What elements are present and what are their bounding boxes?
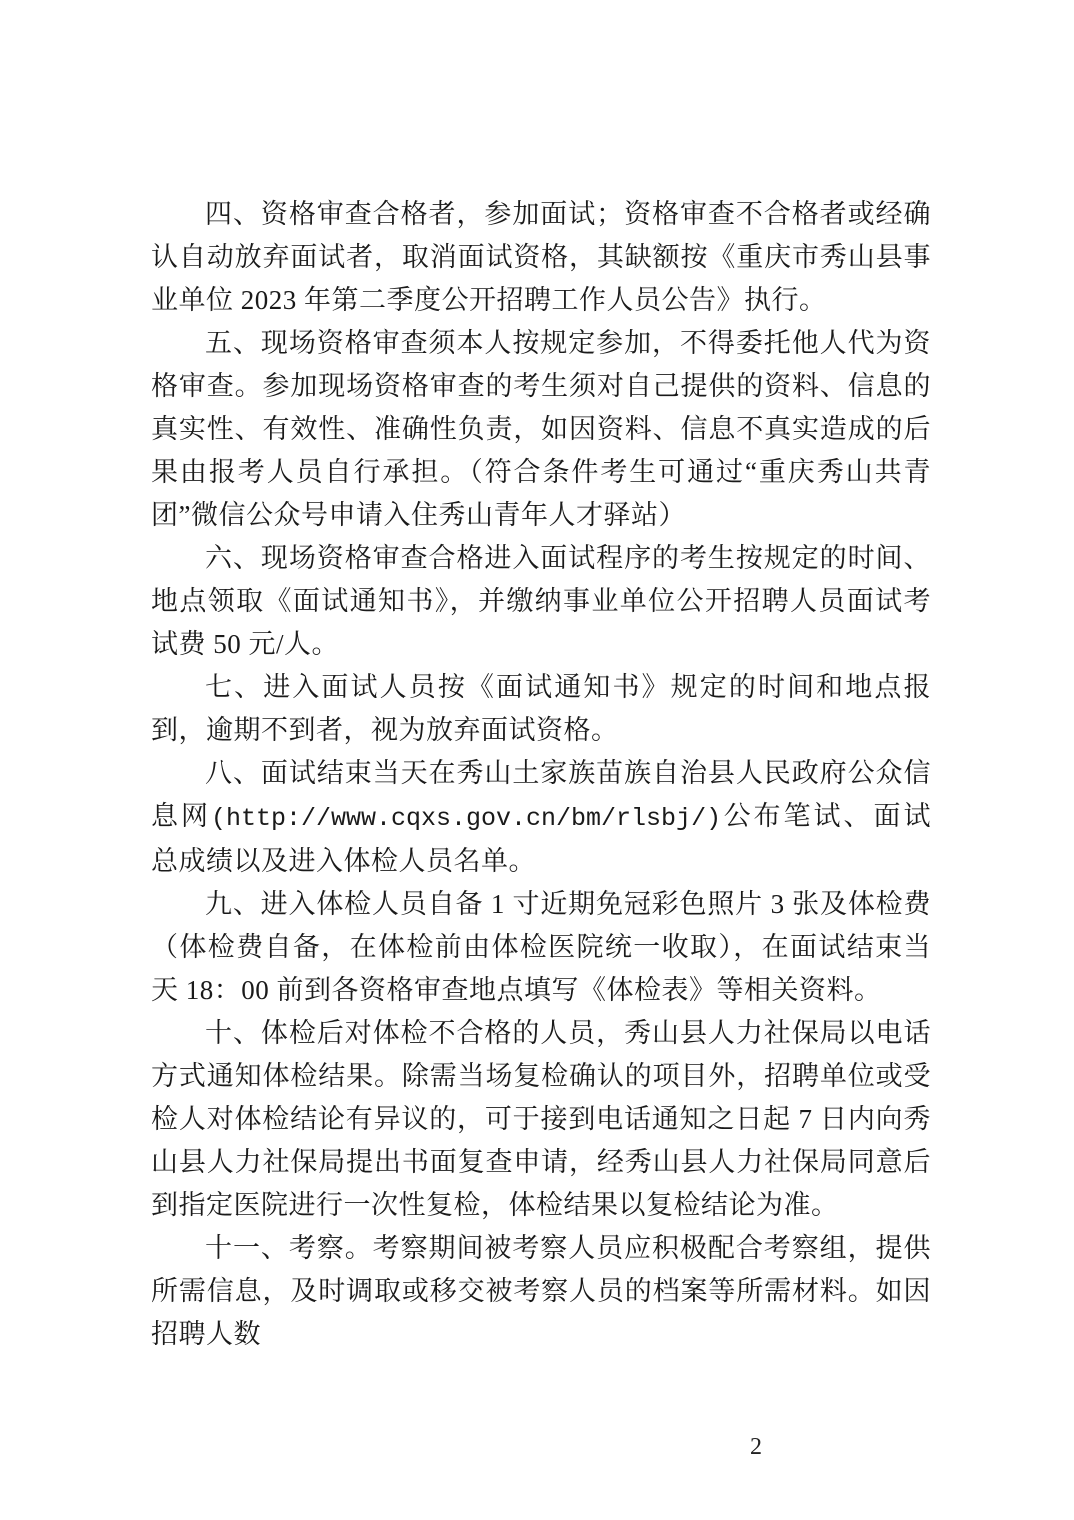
paragraph-text: 公布笔试、面试总成绩以及进入体检人员名单。 (151, 801, 932, 876)
paragraph (151, 193, 931, 322)
paragraph-text: 六、现场资格审查合格进入面试程序的考生按规定的时间、地点领取《面试通知书》，并缴纳事业单位公开招聘人员面试考试费 50 元/人。 (151, 543, 931, 659)
url-text: (http://www.cqxs.gov.cn/bm/rlsbj/) (210, 804, 722, 833)
document-body (151, 193, 931, 1356)
paragraph (151, 666, 931, 752)
paragraph (151, 322, 931, 537)
paragraph (151, 1012, 931, 1227)
page-number: 2 (750, 1434, 762, 1460)
paragraph-text: 九、进入体检人员自备 1 寸近期免冠彩色照片 3 张及体检费（体检费自备，在体检前由体检医院统一收取），在面试结束当天 18：00 前到各资格审查地点填写《体检表》等相关资料。 (151, 889, 931, 1005)
paragraph-text: 八、面试结束当天在秀山土家族苗族自治县人民政府公众信息网 (151, 758, 931, 831)
paragraph-text: 五、现场资格审查须本人按规定参加，不得委托他人代为资格审查。参加现场资格审查的考生须对自己提供的资料、信息的真实性、有效性、准确性负责，如因资料、信息不真实造成的后果由报考人员自行承担。（符合条件考生可通过“重庆秀山共青团”微信公众号申请入住秀山青年人才驿站） (151, 328, 931, 530)
paragraph-text: 七、进入面试人员按《面试通知书》规定的时间和地点报到，逾期不到者，视为放弃面试资格。 (151, 672, 931, 745)
paragraph (151, 1227, 931, 1356)
paragraph (151, 752, 931, 883)
paragraph-text: 四、资格审查合格者，参加面试；资格审查不合格者或经确认自动放弃面试者，取消面试资格，其缺额按《重庆市秀山县事业单位 2023 年第二季度公开招聘工作人员公告》执行。 (151, 199, 931, 315)
paragraph (151, 883, 931, 1012)
paragraph (151, 537, 931, 666)
paragraph-text: 十、体检后对体检不合格的人员，秀山县人力社保局以电话方式通知体检结果。除需当场复检确认的项目外，招聘单位或受检人对体检结论有异议的，可于接到电话通知之日起 7 日内向秀山县人力社保局提出书面复查申请，经秀山县人力社保局同意后到指定医院进行一次性复检，体检结果以复检结论为准。 (151, 1018, 931, 1220)
paragraph-text: 十一、考察。考察期间被考察人员应积极配合考察组，提供所需信息，及时调取或移交被考察人员的档案等所需材料。如因招聘人数 (151, 1233, 931, 1349)
